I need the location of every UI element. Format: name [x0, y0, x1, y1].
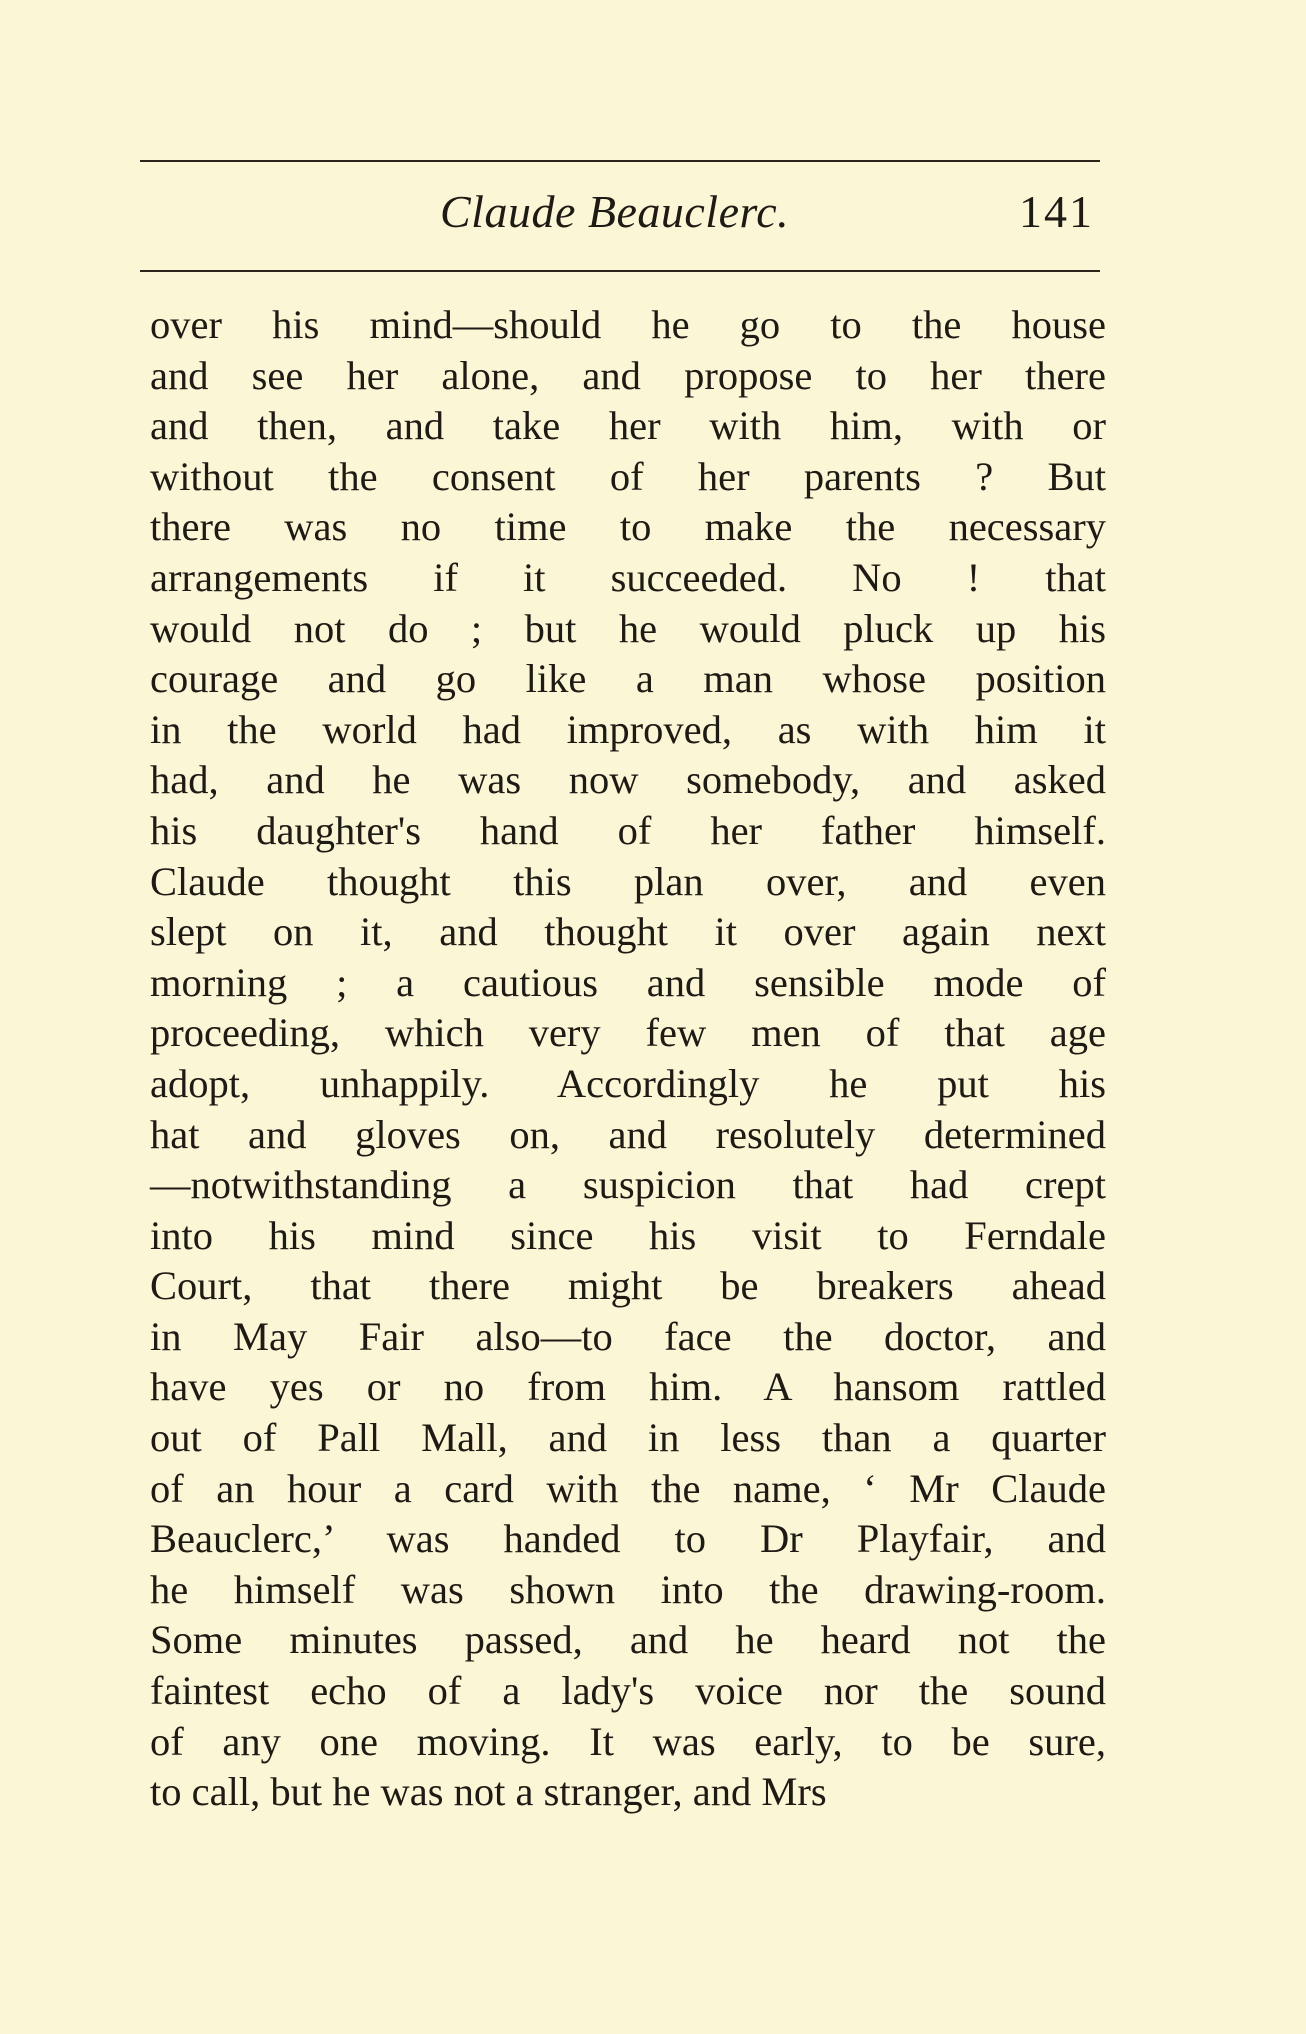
- text-line: faintest echo of a lady's voice nor the sound: [150, 1668, 1106, 1714]
- text-line: out of Pall Mall, and in less than a quarter: [150, 1415, 1106, 1461]
- text-line: Beauclerc,’ was handed to Dr Playfair, and: [150, 1516, 1106, 1562]
- body-text: [150, 300, 1106, 1818]
- text-line: without the consent of her parents ? But: [150, 453, 1106, 499]
- text-line: morning ; a cautious and sensible mode of: [150, 959, 1106, 1005]
- running-title: Claude Beauclerc.: [440, 186, 790, 237]
- text-line: his daughter's hand of her father himself.: [150, 807, 1106, 853]
- header-rule-bottom: [140, 270, 1100, 272]
- text-line: would not do ; but he would pluck up his: [150, 605, 1106, 651]
- text-line: arrangements if it succeeded. No ! that: [150, 554, 1106, 600]
- text-line: into his mind since his visit to Ferndale: [150, 1212, 1106, 1258]
- text-line: and see her alone, and propose to her there: [150, 352, 1106, 398]
- page-number: 141: [1019, 186, 1094, 237]
- text-line: proceeding, which very few men of that age: [150, 1010, 1106, 1056]
- text-line: he himself was shown into the drawing-room.: [150, 1566, 1106, 1612]
- text-line: over his mind—should he go to the house: [150, 302, 1106, 347]
- text-line: hat and gloves on, and resolutely determined: [150, 1111, 1106, 1157]
- running-head: [140, 185, 1100, 245]
- text-line: had, and he was now somebody, and asked: [150, 757, 1106, 803]
- text-line: to call, but he was not a stranger, and Mrs: [150, 1769, 827, 1815]
- text-line: in May Fair also—to face the doctor, and: [150, 1313, 1106, 1359]
- text-line: slept on it, and thought it over again next: [150, 909, 1106, 955]
- text-line: Some minutes passed, and he heard not the: [150, 1617, 1106, 1663]
- text-line: and then, and take her with him, with or: [150, 403, 1106, 449]
- text-line: —notwithstanding a suspicion that had crept: [150, 1162, 1106, 1208]
- header-rule-top: [140, 160, 1100, 162]
- text-line: adopt, unhappily. Accordingly he put his: [150, 1060, 1106, 1106]
- text-line: of an hour a card with the name, ‘ Mr Claude: [150, 1465, 1106, 1511]
- text-line: have yes or no from him. A hansom rattled: [150, 1364, 1106, 1410]
- text-line: Claude thought this plan over, and even: [150, 858, 1106, 904]
- text-line: Court, that there might be breakers ahead: [150, 1263, 1106, 1309]
- text-line: of any one moving. It was early, to be sure,: [150, 1718, 1106, 1764]
- text-line: courage and go like a man whose position: [150, 656, 1106, 702]
- text-line: there was no time to make the necessary: [150, 504, 1106, 550]
- text-line: in the world had improved, as with him it: [150, 706, 1106, 752]
